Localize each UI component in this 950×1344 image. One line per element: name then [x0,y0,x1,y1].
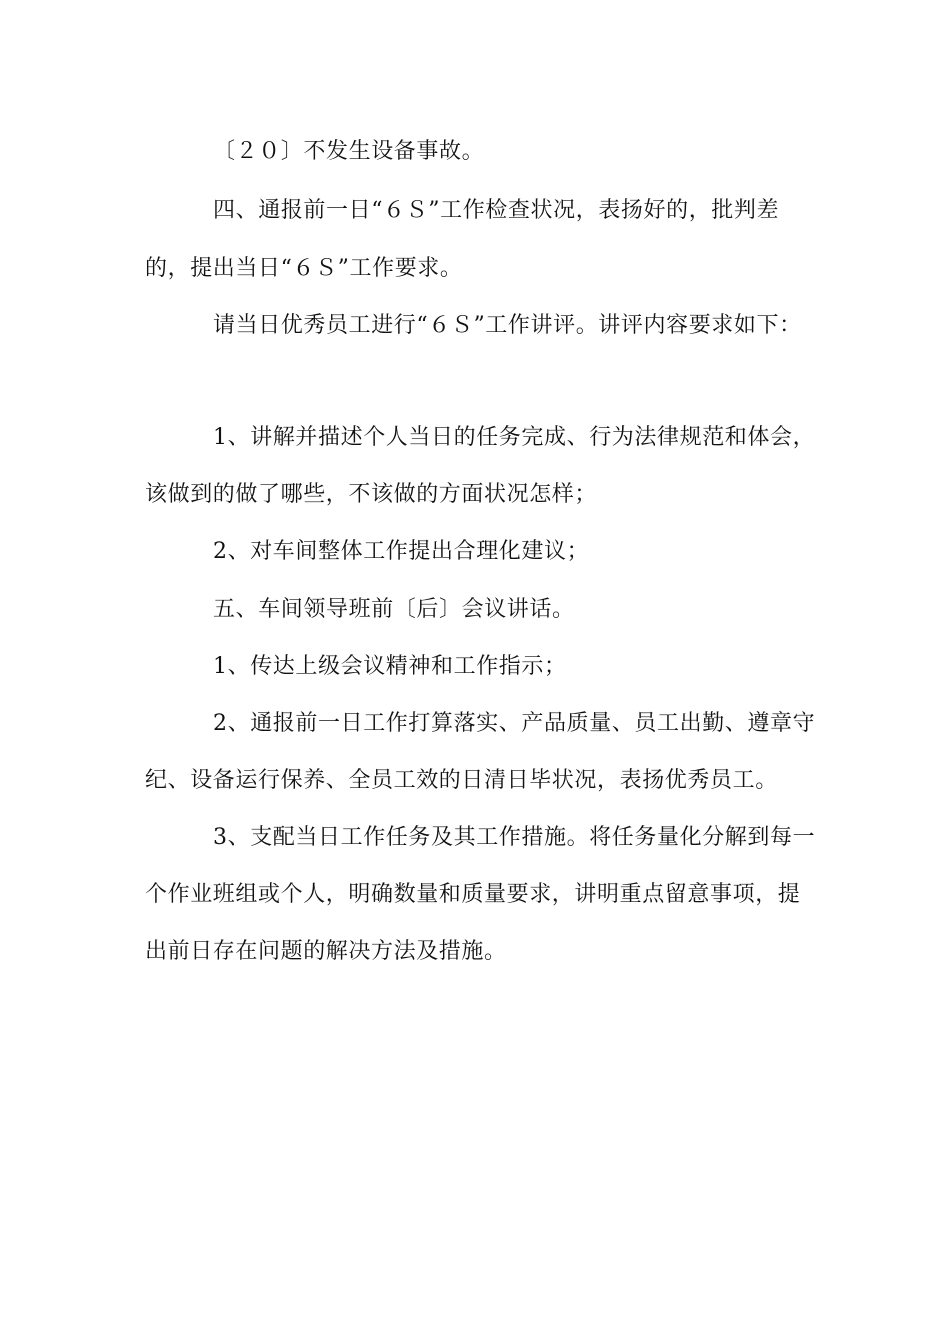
paragraph-line: 的，提出当日“６Ｓ”工作要求。 [145,256,463,281]
list-item-line: 出前日存在问题的解决方法及措施。 [145,939,507,964]
paragraph-line: 四、通报前一日“６Ｓ”工作检查状况，表扬好的，批判差 [213,198,780,223]
list-item-line: 该做到的做了哪些，不该做的方面状况怎样； [145,482,598,507]
list-item-line: 3、支配当日工作任务及其工作措施。将任务量化分解到每一 [213,825,816,850]
list-item-line: 1、讲解并描述个人当日的任务完成、行为法律规范和体会， [213,425,816,450]
paragraph-line: 请当日优秀员工进行“６Ｓ”工作讲评。讲评内容要求如下： [213,313,802,338]
list-item-line: 1、传达上级会议精神和工作指示； [213,654,567,679]
list-item-line: 个作业班组或个人，明确数量和质量要求，讲明重点留意事项，提 [145,882,801,907]
paragraph-line: 〔２０〕不发生设备事故。 [213,139,485,164]
list-item-line: 2、通报前一日工作打算落实、产品质量、员工出勤、遵章守 [213,711,816,736]
list-item-line: 2、对车间整体工作提出合理化建议； [213,539,590,564]
list-item-line: 纪、设备运行保养、全员工效的日清日毕状况，表扬优秀员工。 [145,768,778,793]
section-heading-line: 五、车间领导班前〔后〕会议讲话。 [213,597,575,622]
